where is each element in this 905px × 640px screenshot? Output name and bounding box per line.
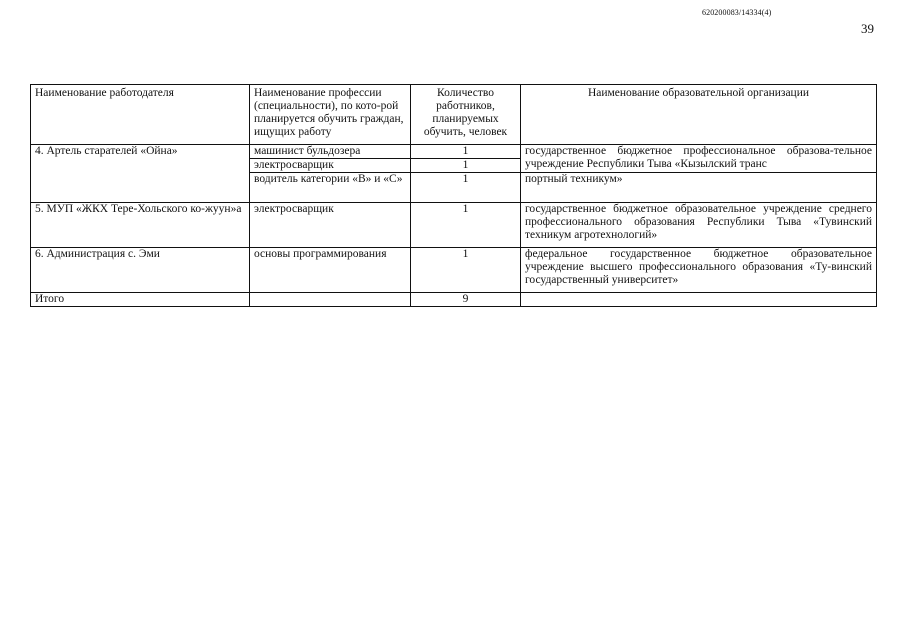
column-header-profession: Наименование профессии (специальности), по кото-рой планируется обучить граждан, ищущих работу [250,85,411,145]
profession-cell: основы программирования [250,248,411,293]
table-row [31,248,877,293]
count-cell: 1 [411,145,521,159]
total-profession-cell [250,293,411,307]
organization-cell: портный техникум» [521,173,877,203]
column-header-organization: Наименование образовательной организации [521,85,877,145]
count-cell: 1 [411,159,521,173]
table-header-row [31,85,877,145]
count-cell: 1 [411,203,521,248]
employer-cell: 5. МУП «ЖКХ Тере-Хольского ко-жуун»а [31,203,250,248]
profession-cell: водитель категории «В» и «С» [250,173,411,203]
column-header-count: Количество работников, планируемых обучить, человек [411,85,521,145]
profession-cell: электросварщик [250,203,411,248]
profession-cell: машинист бульдозера [250,145,411,159]
organization-cell: государственное бюджетное образовательное учреждение среднего профессионального образования Республики Тыва «Тувинский техникум агротехнологий» [521,203,877,248]
column-header-employer: Наименование работодателя [31,85,250,145]
table-row [31,203,877,248]
page-number: 39 [861,21,874,36]
table-row [31,145,877,159]
employer-training-table [30,84,877,307]
total-organization-cell [521,293,877,307]
organization-cell: федеральное государственное бюджетное образовательное учреждение высшего профессионального образования «Ту-винский государственный университет» [521,248,877,293]
total-count: 9 [411,293,521,307]
total-label: Итого [31,293,250,307]
total-row [31,293,877,307]
document-code: 620200083/14334(4) [702,8,772,17]
count-cell: 1 [411,173,521,203]
employer-cell: 4. Артель старателей «Ойна» [31,145,250,203]
count-cell: 1 [411,248,521,293]
profession-cell: электросварщик [250,159,411,173]
employer-cell: 6. Администрация с. Эми [31,248,250,293]
organization-cell: государственное бюджетное профессиональное образова-тельное учреждение Республики Тыва «Кызылский транс [521,145,877,173]
